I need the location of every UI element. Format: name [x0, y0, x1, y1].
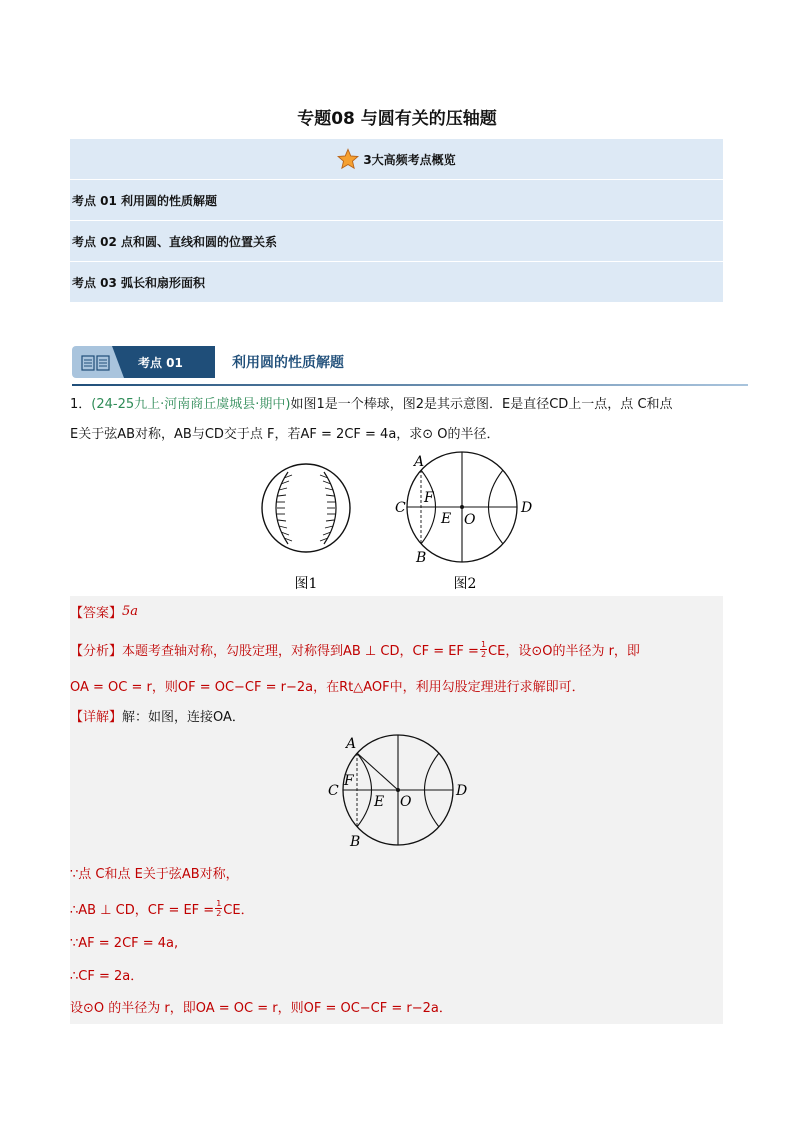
analysis-line-1: 【分析】 本题考查轴对称，勾股定理，对称得到AB ⊥ CD，CF = EF = $\frac{1}{2}$ CE，设⊙O的半径为 r，即 [70, 639, 640, 659]
analysis-line-2: OA = OC = r，则OF = OC−CF = r−2a，在Rt△AOF中，利用勾股定理进行求解即可． [70, 679, 585, 695]
detail-step-1: ∵点 C和点 E关于弦AB对称， [70, 866, 239, 882]
svg-text:D: D [456, 783, 468, 799]
overview-header-label: 3大高频考点概览 [363, 152, 456, 167]
baseball-schematic [395, 452, 532, 566]
section-title: 利用圆的性质解题 [232, 355, 344, 371]
overview-table [70, 139, 723, 303]
svg-text:B: B [416, 550, 427, 566]
overview-item: 考点 01 利用圆的性质解题 [70, 180, 723, 221]
figure-2-caption: 图2 [453, 576, 477, 592]
question-figures [250, 450, 550, 596]
detail-step-2: ∴AB ⊥ CD，CF = EF = $\frac{1}{2}$ CE． [70, 898, 254, 918]
answer-line [70, 600, 723, 622]
fraction: $\frac{1}{2}$ [480, 639, 487, 659]
svg-text:A: A [414, 454, 425, 470]
question-line-2: E关于弦AB对称，AB与CD交于点 F，若AF = 2CF = 4a，求⊙ O的半径． [70, 427, 500, 442]
detail-step-4: ∴CF = 2a． [70, 968, 144, 984]
detail-step-3: ∵AF = 2CF = 4a, [70, 935, 179, 951]
section-divider [72, 384, 748, 386]
answer-value: 5a [122, 603, 139, 619]
svg-text:O: O [464, 512, 476, 528]
svg-text:C: C [395, 500, 406, 516]
svg-text:F: F [344, 773, 354, 789]
detail-step-5: 设⊙O 的半径为 r，即OA = OC = r，则OF = OC−CF = r−2a． [70, 1000, 452, 1016]
detail-diagram [320, 732, 480, 852]
overview-header [70, 139, 723, 180]
star-icon [337, 148, 359, 170]
svg-text:E: E [441, 511, 452, 527]
section-badge-label: 考点 01 [138, 356, 183, 370]
svg-text:B: B [350, 834, 361, 850]
svg-text:D: D [521, 500, 533, 516]
answer-label: 【答案】 [70, 605, 123, 621]
question-source: (24-25九上·河南商丘虞城县·期中) [91, 397, 291, 412]
page-title: 专题08 与圆有关的压轴题 [297, 109, 497, 129]
section-badge [72, 346, 215, 378]
fraction: $\frac{1}{2}$ [216, 898, 222, 918]
figure-1-caption: 图1 [294, 576, 318, 592]
svg-text:O: O [400, 794, 412, 810]
svg-text:E: E [374, 794, 385, 810]
detail-line-intro: 【详解】 解：如图，连接OA． [70, 709, 245, 725]
svg-text:C: C [328, 783, 339, 799]
overview-item: 考点 02 点和圆、直线和圆的位置关系 [70, 221, 723, 262]
svg-text:A: A [346, 736, 357, 752]
overview-item: 考点 03 弧长和扇形面积 [70, 262, 723, 303]
baseball-figure [262, 464, 350, 552]
question-line-1: 1．(24-25九上·河南商丘虞城县·期中)如图1是一个棒球，图2是其示意图．E是直径CD上一点，点 C和点 [70, 397, 673, 412]
svg-text:F: F [424, 490, 434, 506]
